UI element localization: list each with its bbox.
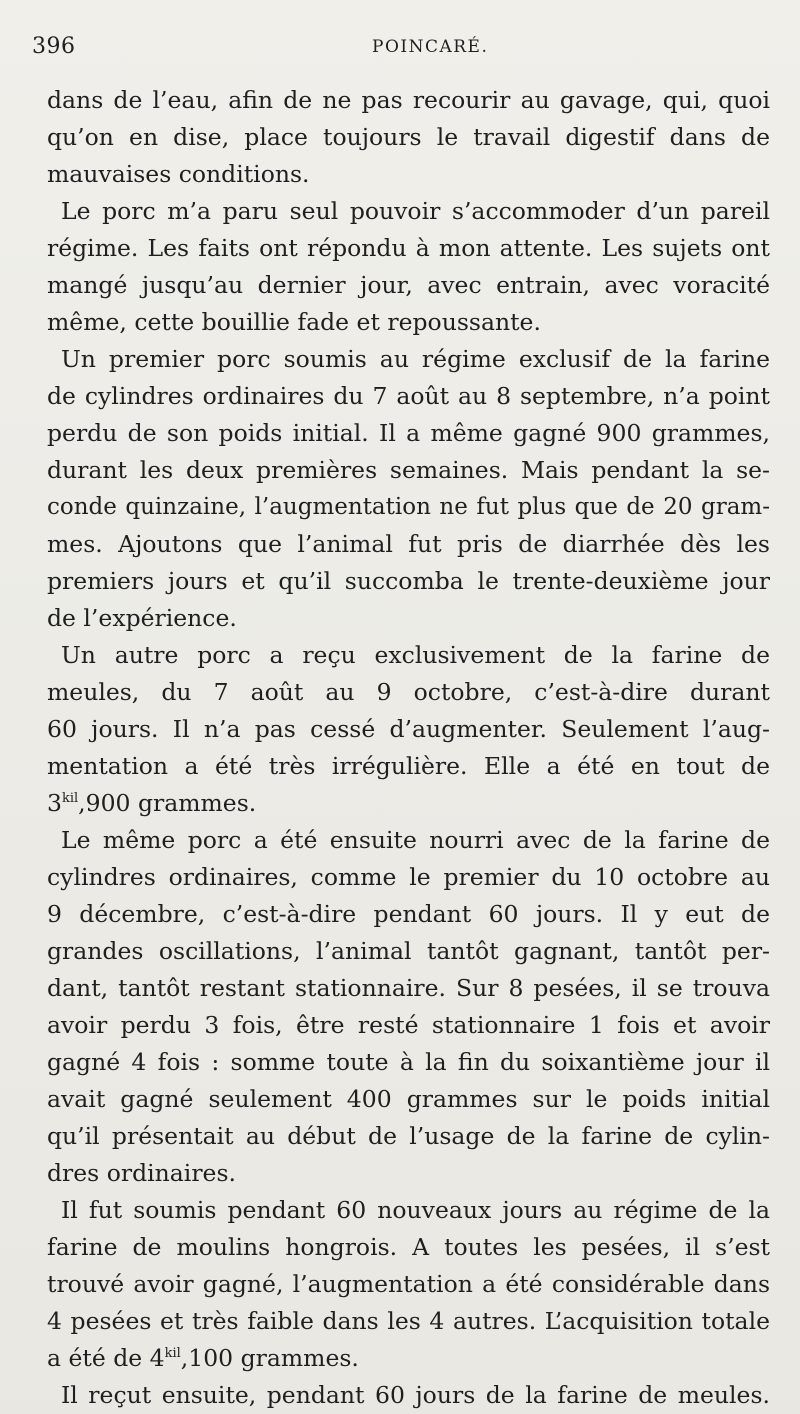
- text-line: de cylindres ordinaires du 7 août au 8 septembre, n’a point: [47, 382, 770, 410]
- text-line: trouvé avoir gagné, l’augmentation a été considérable dans: [47, 1270, 770, 1298]
- text-line: farine de moulins hongrois. A toutes les pesées, il s’est: [47, 1233, 770, 1261]
- running-head: POINCARÉ.: [372, 37, 489, 57]
- page-number: 396: [32, 34, 76, 59]
- page-header: [32, 34, 772, 64]
- text-line: grandes oscillations, l’animal tantôt gagnant, tantôt per-: [47, 937, 770, 965]
- text-line: dres ordinaires.: [47, 1159, 236, 1187]
- text-line: mangé jusqu’au dernier jour, avec entrain, avec voracité: [47, 271, 770, 299]
- text-line: conde quinzaine, l’augmentation ne fut plus que de 20 gram-: [47, 494, 770, 520]
- text-line: [30, 1340, 770, 1377]
- text-segment: a été de 4: [47, 1344, 165, 1372]
- text-line: 4 pesées et très faible dans les 4 autres. L’acquisition totale: [47, 1307, 770, 1335]
- text-line: mauvaises conditions.: [47, 160, 310, 188]
- text-line: qu’il présentait au début de l’usage de la farine de cylin-: [47, 1122, 770, 1150]
- text-line: avoir perdu 3 fois, être resté stationnaire 1 fois et avoir: [47, 1011, 770, 1039]
- text-line: Il reçut ensuite, pendant 60 jours de la farine de meules.: [61, 1381, 770, 1409]
- text-line: Un autre porc a reçu exclusivement de la farine de: [61, 641, 770, 669]
- text-line: dans de l’eau, afin de ne pas recourir au gavage, qui, quoi: [47, 86, 770, 114]
- unit-superscript: kil: [61, 791, 79, 806]
- text-segment: 3: [47, 789, 62, 817]
- text-line: perdu de son poids initial. Il a même gagné 900 grammes,: [47, 419, 770, 447]
- text-line: meules, du 7 août au 9 octobre, c’est-à-dire durant: [47, 678, 770, 706]
- text-line: Le porc m’a paru seul pouvoir s’accommoder d’un pareil: [61, 197, 770, 225]
- text-line: mentation a été très irrégulière. Elle a été en tout de: [47, 752, 770, 780]
- unit-superscript: kil: [164, 1346, 181, 1361]
- text-line: dant, tantôt restant stationnaire. Sur 8 pesées, il se trouva: [47, 974, 770, 1002]
- text-segment: ,100 grammes.: [180, 1344, 359, 1372]
- body-text: [30, 82, 770, 1414]
- text-line: Le même porc a été ensuite nourri avec de la farine de: [61, 826, 770, 854]
- text-segment: ,900 grammes.: [78, 789, 257, 817]
- text-line: 60 jours. Il n’a pas cessé d’augmenter. Seulement l’aug-: [47, 715, 770, 743]
- text-line: même, cette bouillie fade et repoussante.: [47, 308, 541, 336]
- text-line: de l’expérience.: [47, 604, 237, 632]
- text-line: durant les deux premières semaines. Mais pendant la se-: [47, 456, 770, 484]
- text-line: Il fut soumis pendant 60 nouveaux jours au régime de la: [61, 1196, 770, 1224]
- text-line: régime. Les faits ont répondu à mon attente. Les sujets ont: [47, 234, 770, 262]
- text-line: Un premier porc soumis au régime exclusif de la farine: [61, 345, 770, 373]
- text-line: 9 décembre, c’est-à-dire pendant 60 jours. Il y eut de: [47, 900, 770, 928]
- text-line: cylindres ordinaires, comme le premier du 10 octobre au: [47, 863, 770, 891]
- text-line: premiers jours et qu’il succomba le trente-deuxième jour: [47, 567, 770, 595]
- text-line: avait gagné seulement 400 grammes sur le poids initial: [47, 1085, 770, 1113]
- text-line: [30, 785, 770, 822]
- text-line: gagné 4 fois : somme toute à la fin du soixantième jour il: [47, 1048, 770, 1076]
- text-line: mes. Ajoutons que l’animal fut pris de diarrhée dès les: [47, 530, 770, 558]
- text-line: qu’on en dise, place toujours le travail digestif dans de: [47, 123, 770, 151]
